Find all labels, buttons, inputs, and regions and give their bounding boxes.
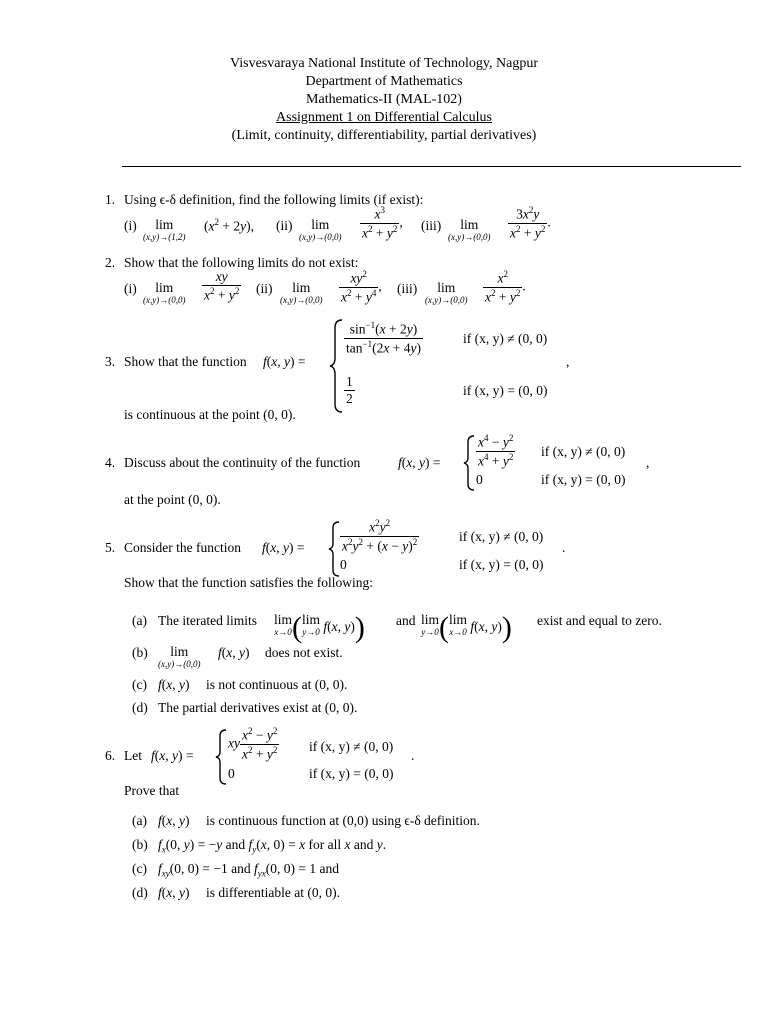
q6-b-label: (b) — [132, 837, 148, 852]
q3-function: f(x, y) = — [263, 354, 306, 369]
q5-period: . — [562, 540, 566, 555]
q5-a-end: exist and equal to zero. — [537, 613, 662, 628]
q1-iii-label: (iii) — [421, 218, 442, 233]
q2-i-fraction: $\frac{xy}{x^2 + y^2}$ — [204, 269, 240, 303]
q3-brace — [328, 318, 344, 414]
q5-a-iterated-limit-1: lim x→0 (lim y→0 f(x, y)) — [274, 611, 365, 644]
q5-d-text: The partial derivatives exist at (0, 0). — [158, 700, 358, 715]
lim-subscript: (x,y)→(0,0) — [158, 658, 201, 669]
lim-subscript: (x,y)→(0,0) — [448, 231, 491, 242]
q6-b-text: $f_x(0$, y) = −y and $f_y(x$, 0) = x for all x and y. — [158, 837, 387, 855]
q2-iii-label: (iii) — [397, 281, 418, 296]
q1-i-expression: $(x^2 + 2y)$, — [204, 217, 254, 234]
assignment-title: Assignment 1 on Differential Calculus — [276, 110, 492, 125]
lim-operator: lim — [155, 280, 174, 295]
q3-case1-fraction: $\frac{\sin^{-1}(x + 2y)}{\tan^{-1}(2x + 4y)}$ — [346, 320, 421, 356]
q2-i-label: (i) — [124, 281, 137, 296]
q6-period: . — [411, 748, 415, 763]
q1-iii-limit — [448, 218, 490, 243]
q2-ii-limit — [280, 281, 322, 306]
q6-number: 6. — [105, 748, 116, 763]
lim-subscript: (x,y)→(1,2) — [143, 231, 186, 242]
lim-operator: lim — [292, 280, 311, 295]
header-divider — [122, 166, 741, 167]
assignment-topics: (Limit, continuity, differentiability, partial derivatives) — [231, 128, 537, 143]
q1-ii-fraction: $\frac{x^3}{x^2 + y^2}$ , — [362, 205, 403, 241]
q3-comma: , — [566, 354, 570, 369]
q1-iii-fraction: $\frac{3x^2y}{x^2 + y^2}$ . — [510, 205, 551, 241]
document-header — [0, 55, 768, 145]
q2-iii-limit — [425, 281, 467, 306]
q5-b-end: does not exist. — [265, 645, 343, 660]
q4-number: 4. — [105, 455, 116, 470]
q3-case2-condition: if (x, y) = (0, 0) — [463, 383, 548, 398]
q2-ii-fraction: $\frac{xy^2}{x^2 + y^4}$ , — [341, 269, 382, 305]
q6-c-label: (c) — [132, 861, 147, 876]
q2-ii-label: (ii) — [256, 281, 273, 296]
q6-a-function: f(x, y) — [158, 813, 190, 828]
q5-a-text: The iterated limits — [158, 613, 257, 628]
q5-show-text: Show that the function satisfies the following: — [124, 575, 373, 590]
q2-i-limit — [143, 281, 185, 306]
q6-brace — [214, 728, 228, 786]
q1-number: 1. — [105, 192, 116, 207]
q3-tail: is continuous at the point (0, 0). — [124, 407, 296, 422]
q6-prove-text: Prove that — [124, 783, 180, 798]
q5-b-limit — [158, 645, 200, 670]
q5-case1-condition: if (x, y) ≠ (0, 0) — [459, 529, 544, 544]
q1-i-label: (i) — [124, 218, 137, 233]
q6-case1-expression: xy $\frac{x^2 - y^2}{x^2 + y^2}$ — [228, 726, 278, 762]
lim-subscript: (x,y)→(0,0) — [425, 294, 468, 305]
lim-subscript: (x,y)→(0,0) — [299, 231, 342, 242]
q6-case2-condition: if (x, y) = (0, 0) — [309, 766, 394, 781]
q5-b-function: f(x, y) — [218, 645, 250, 660]
q4-case2-value: 0 — [476, 472, 483, 487]
q2-iii-fraction: $\frac{x^2}{x^2 + y^2}$ . — [485, 269, 526, 305]
q4-case1-fraction: $\frac{x^4 - y^2}{x^4 + y^2}$ — [478, 433, 514, 469]
q5-case1-fraction: $\frac{x^2y^2}{x^2y^2 + (x - y)^2}$ — [342, 518, 418, 554]
q6-d-label: (d) — [132, 885, 148, 900]
q4-brace — [462, 434, 476, 492]
q6-c-text: $f_{xy}(0$, 0) = −1 and $f_{yx}(0$, 0) = 1 and — [158, 861, 339, 879]
q3-case1-condition: if (x, y) ≠ (0, 0) — [463, 331, 548, 346]
q6-text: Let — [124, 748, 142, 763]
q2-number: 2. — [105, 255, 116, 270]
q2-text: Show that the following limits do not exist: — [124, 255, 359, 270]
q5-function: f(x, y) = — [262, 540, 305, 555]
q5-c-text: is not continuous at (0, 0). — [206, 677, 348, 692]
lim-operator: lim — [155, 217, 174, 232]
q6-case2-value: 0 — [228, 766, 235, 781]
q3-case2-value: $\frac{1}{2}$ — [346, 374, 353, 407]
q6-case1-condition: if (x, y) ≠ (0, 0) — [309, 739, 394, 754]
q4-function: f(x, y) = — [398, 455, 441, 470]
q1-text: Using ϵ-δ definition, find the following limits (if exist): — [124, 192, 424, 207]
q5-number: 5. — [105, 540, 116, 555]
q1-i-limit — [143, 218, 185, 243]
q5-case2-value: 0 — [340, 557, 347, 572]
q5-b-label: (b) — [132, 645, 148, 660]
q1-ii-limit — [299, 218, 341, 243]
q3-text: Show that the function — [124, 354, 247, 369]
q4-text: Discuss about the continuity of the function — [124, 455, 361, 470]
lim-subscript: (x,y)→(0,0) — [280, 294, 323, 305]
q5-d-label: (d) — [132, 700, 148, 715]
q4-case1-condition: if (x, y) ≠ (0, 0) — [541, 444, 626, 459]
q4-case2-condition: if (x, y) = (0, 0) — [541, 472, 626, 487]
q5-a-label: (a) — [132, 613, 147, 628]
q6-function: f(x, y) = — [151, 748, 194, 763]
q4-comma: , — [646, 455, 650, 470]
q5-text: Consider the function — [124, 540, 241, 555]
q6-a-label: (a) — [132, 813, 147, 828]
lim-operator: lim — [437, 280, 456, 295]
course-name: Mathematics-II (MAL-102) — [306, 92, 462, 107]
q5-case2-condition: if (x, y) = (0, 0) — [459, 557, 544, 572]
q5-c-function: f(x, y) — [158, 677, 190, 692]
q6-d-function: f(x, y) — [158, 885, 190, 900]
institute-name: Visvesvaraya National Institute of Technology, Nagpur — [229, 56, 539, 71]
lim-operator: lim — [311, 217, 330, 232]
lim-operator: lim — [170, 644, 189, 659]
lim-operator: lim — [460, 217, 479, 232]
department-name: Department of Mathematics — [305, 74, 463, 89]
q6-d-text: is differentiable at (0, 0). — [206, 885, 340, 900]
q6-a-text: is continuous function at (0,0) using ϵ-δ definition. — [206, 813, 480, 828]
q5-a-iterated-limit-2: lim y→0 (lim x→0 f(x, y)) — [421, 611, 512, 644]
q5-c-label: (c) — [132, 677, 147, 692]
q3-number: 3. — [105, 354, 116, 369]
q4-tail: at the point (0, 0). — [124, 492, 221, 507]
q5-a-and: and — [396, 613, 416, 628]
q1-ii-label: (ii) — [276, 218, 293, 233]
q5-brace — [327, 520, 341, 578]
lim-subscript: (x,y)→(0,0) — [143, 294, 186, 305]
